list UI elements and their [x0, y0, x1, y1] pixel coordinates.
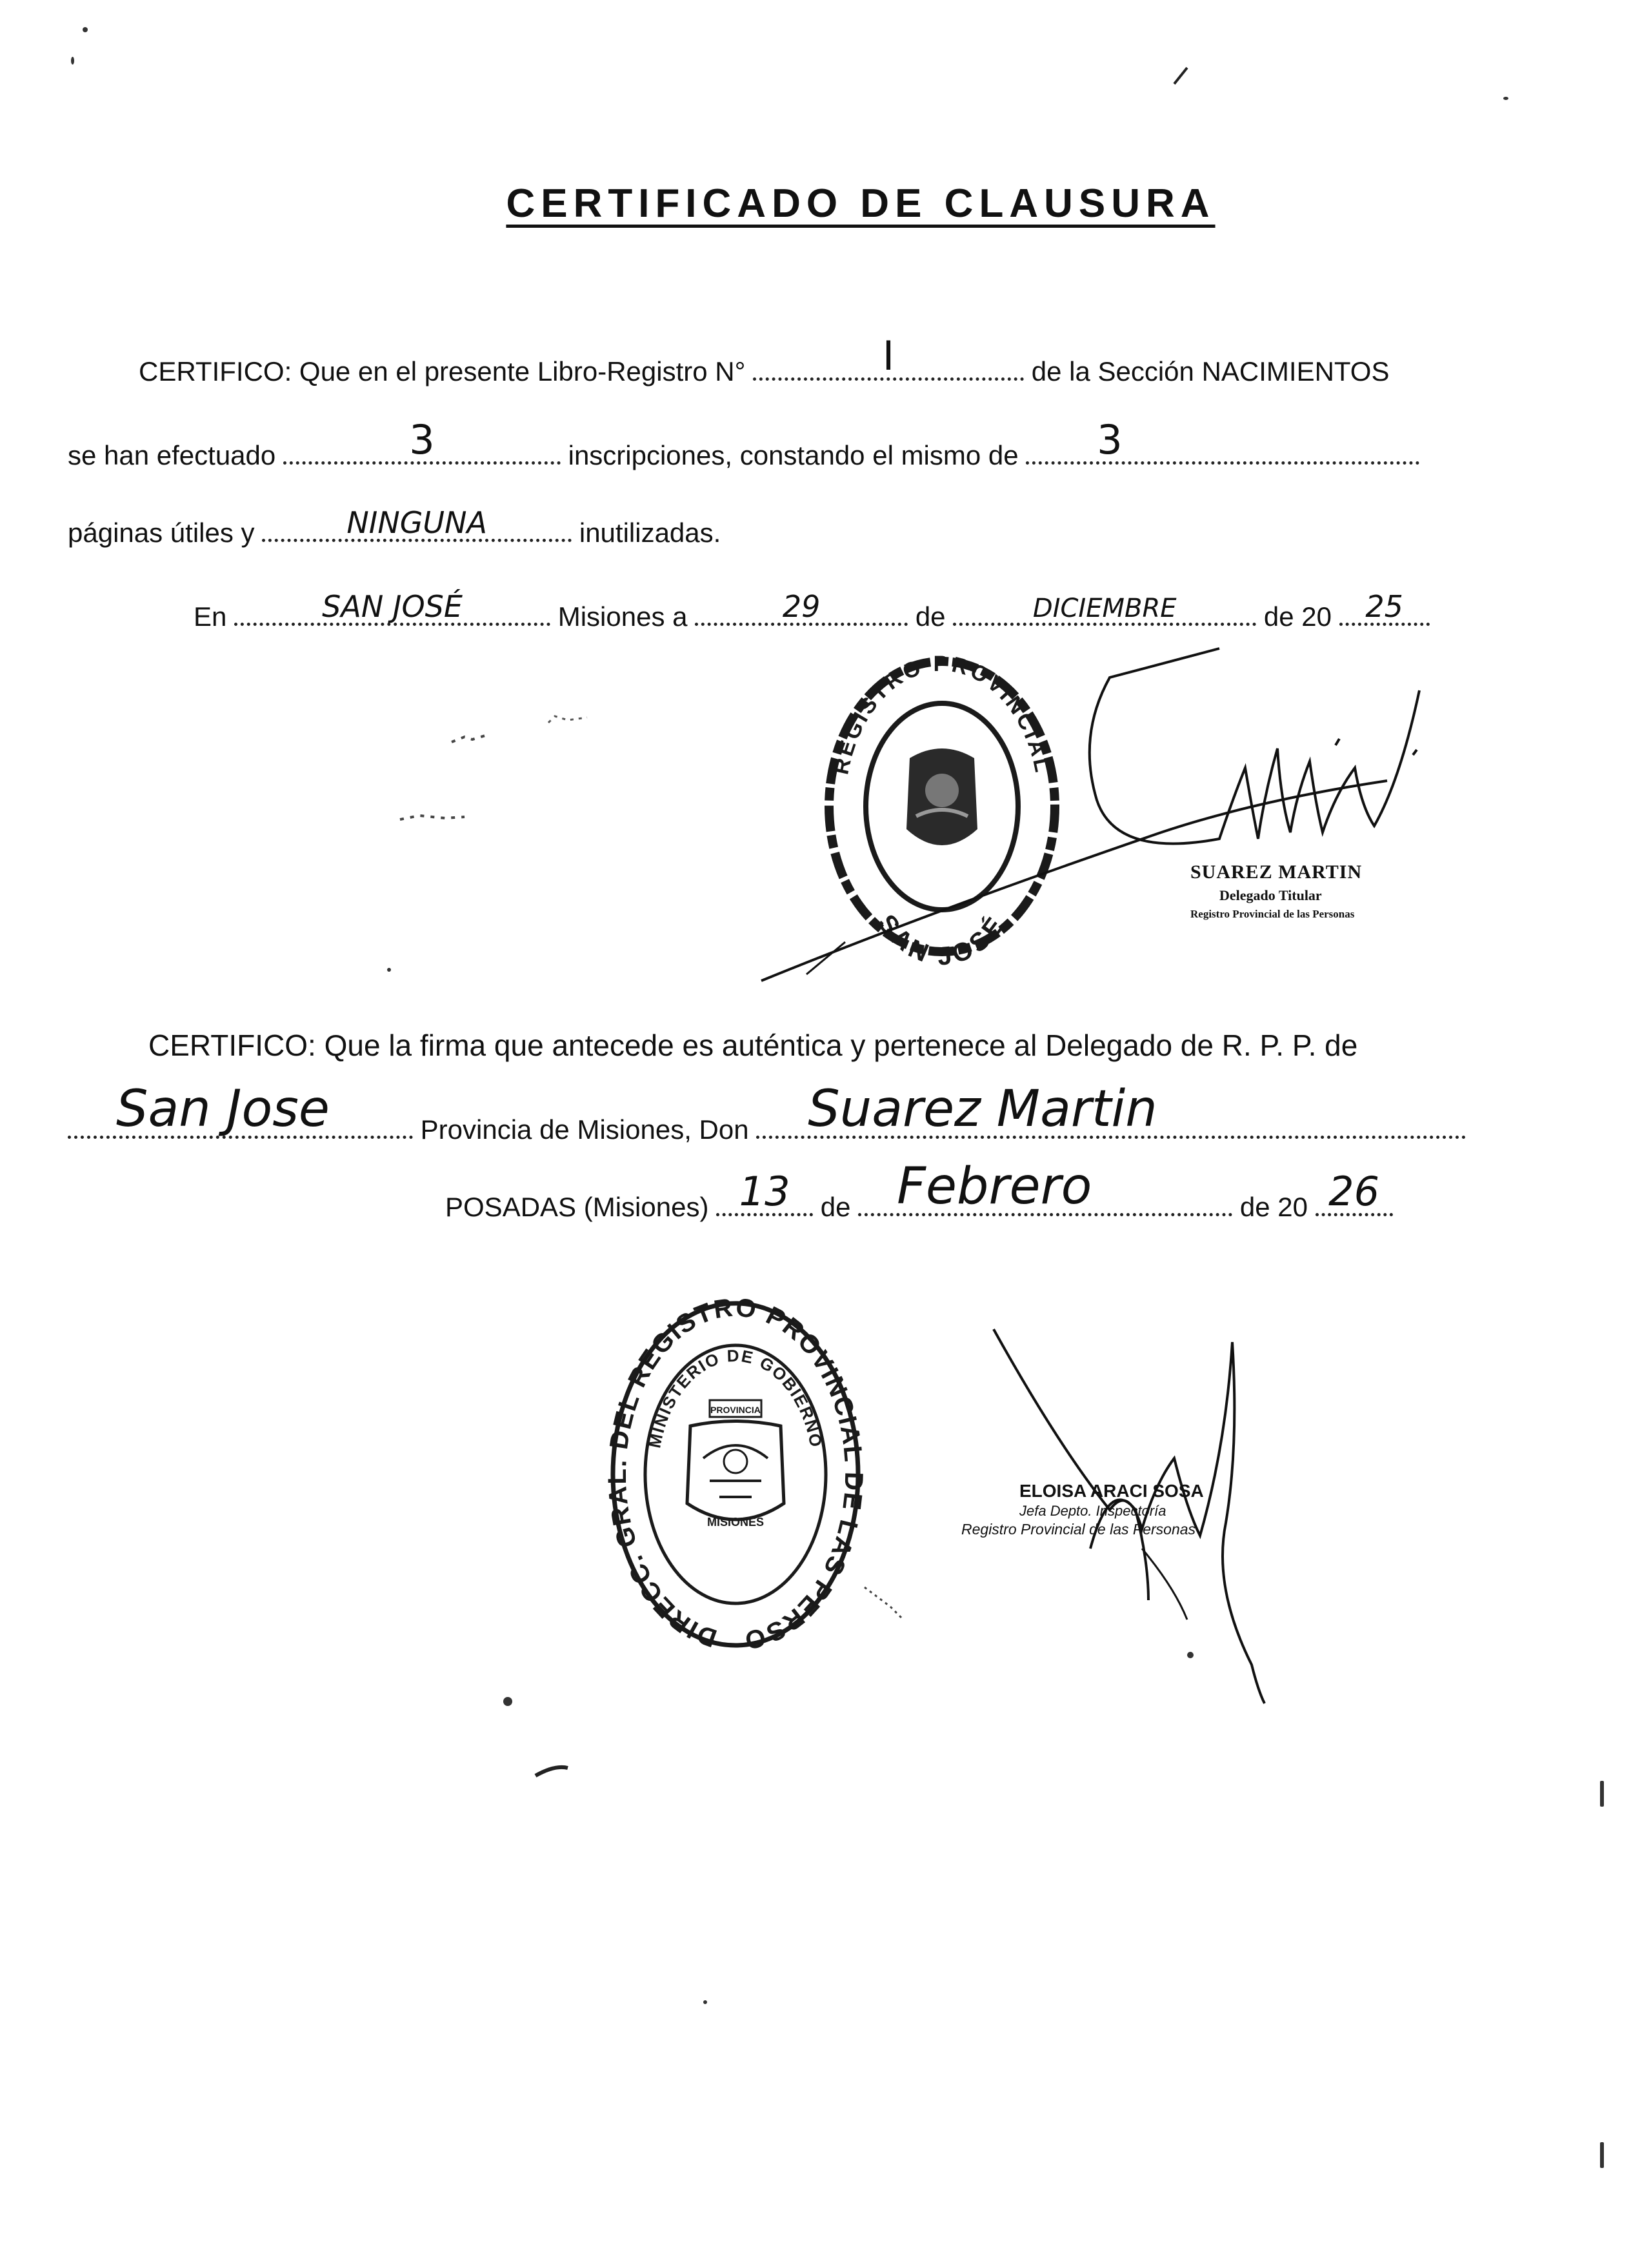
cert2-text: CERTIFICO: Que la firma que antecede es auténtica y pertenece al Delegado de R. P. P. de	[148, 1029, 1358, 1062]
cert2-line2	[68, 1080, 1466, 1149]
signature1-block	[1190, 861, 1461, 921]
libro-number-value: I	[882, 332, 895, 379]
cert1-text: de la Sección NACIMIENTOS	[1031, 356, 1390, 386]
cert1-text: de	[915, 601, 946, 632]
cert1-line1	[139, 332, 1390, 391]
dia-value: 29	[782, 589, 821, 624]
cert2-dia-field	[716, 1168, 813, 1216]
cert2-nombre-field	[756, 1080, 1466, 1139]
cert2-lugar-value: San Jose	[116, 1080, 330, 1138]
cert1-text: Misiones a	[557, 601, 688, 632]
signature1-scribble	[742, 639, 1458, 1000]
inscripciones-field	[283, 416, 561, 465]
signature1-office: Registro Provincial de las Personas	[1190, 908, 1355, 920]
cert2-line1	[148, 1026, 1357, 1065]
libro-number-field	[753, 332, 1024, 381]
cert2-text: POSADAS (Misiones)	[445, 1192, 709, 1222]
signature2-name: ELOISA ARACI SOSA	[1019, 1481, 1204, 1501]
signature1-name: SUAREZ MARTIN	[1190, 861, 1363, 883]
inutilizadas-field	[262, 505, 572, 542]
cert2-text: Provincia de Misiones, Don	[420, 1114, 749, 1145]
cert1-line3	[68, 505, 721, 552]
svg-text:DIRECC. GRAL. DEL REGISTRO PRO	[597, 1274, 868, 1655]
signature2-block	[955, 1481, 1290, 1538]
stamp-direccion-registro-provincial	[596, 1274, 868, 1655]
cert1-text: páginas útiles y	[68, 517, 255, 548]
cert2-text: de	[820, 1192, 851, 1222]
cert2-text: de 20	[1239, 1192, 1308, 1222]
lugar-value: SAN JOSÉ	[322, 589, 463, 624]
dia-field	[695, 589, 908, 626]
inutilizadas-value: NINGUNA	[346, 505, 487, 540]
cert1-text: se han efectuado	[68, 440, 276, 470]
signature2-office: Registro Provincial de las Personas	[961, 1521, 1196, 1538]
cert1-text: En	[194, 601, 227, 632]
cert2-line3	[445, 1158, 1393, 1227]
cert2-mes-value: Febrero	[897, 1158, 1092, 1216]
cert1-text: inutilizadas.	[579, 517, 721, 548]
page-title: CERTIFICADO DE CLAUSURA	[506, 181, 1216, 226]
signature2-role: Jefa Depto. Inspectoría	[1019, 1503, 1166, 1519]
anio-value: 25	[1365, 589, 1403, 624]
cert1-line2	[68, 416, 1419, 475]
cert1-line4	[194, 589, 1430, 636]
cert2-dia-value: 13	[739, 1168, 790, 1215]
stamp1-top-text: REGISTRO PROVINCIAL	[828, 651, 1056, 777]
anio-field	[1339, 589, 1430, 626]
paginas-value: 3	[1097, 416, 1123, 463]
paginas-field	[1026, 416, 1419, 465]
mes-field	[953, 594, 1256, 626]
stamp1-bottom-text: SAN JOSÉ	[872, 909, 1012, 971]
cert1-text: inscripciones, constando el mismo de	[568, 440, 1019, 470]
stamp2-outer-text: DIRECC. GRAL. DEL REGISTRO PROVINCIAL DE LAS PERSONAS	[596, 1274, 868, 1655]
cert2-lugar-field	[68, 1080, 413, 1139]
svg-text:MINISTERIO DE GOBIERNO	[645, 1346, 826, 1450]
cert2-anio-field	[1316, 1168, 1393, 1216]
inscripciones-value: 3	[409, 416, 435, 463]
lugar-field	[234, 589, 550, 626]
stamp2-shield-bottom: MISIONES	[706, 1516, 765, 1529]
cert1-text: CERTIFICO: Que en el presente Libro-Registro N°	[139, 356, 746, 386]
cert2-mes-field	[858, 1158, 1232, 1216]
provincial-shield-icon	[687, 1421, 784, 1520]
cert2-nombre-value: Suarez Martin	[808, 1080, 1157, 1138]
stamp2-inner-text: MINISTERIO DE GOBIERNO	[645, 1345, 826, 1450]
cert1-text: de 20	[1263, 601, 1332, 632]
stamp2-shield-top: PROVINCIA	[710, 1405, 761, 1415]
mes-value: DICIEMBRE	[1032, 594, 1177, 623]
signature1-role: Delegado Titular	[1219, 887, 1322, 903]
cert2-anio-value: 26	[1328, 1168, 1380, 1215]
